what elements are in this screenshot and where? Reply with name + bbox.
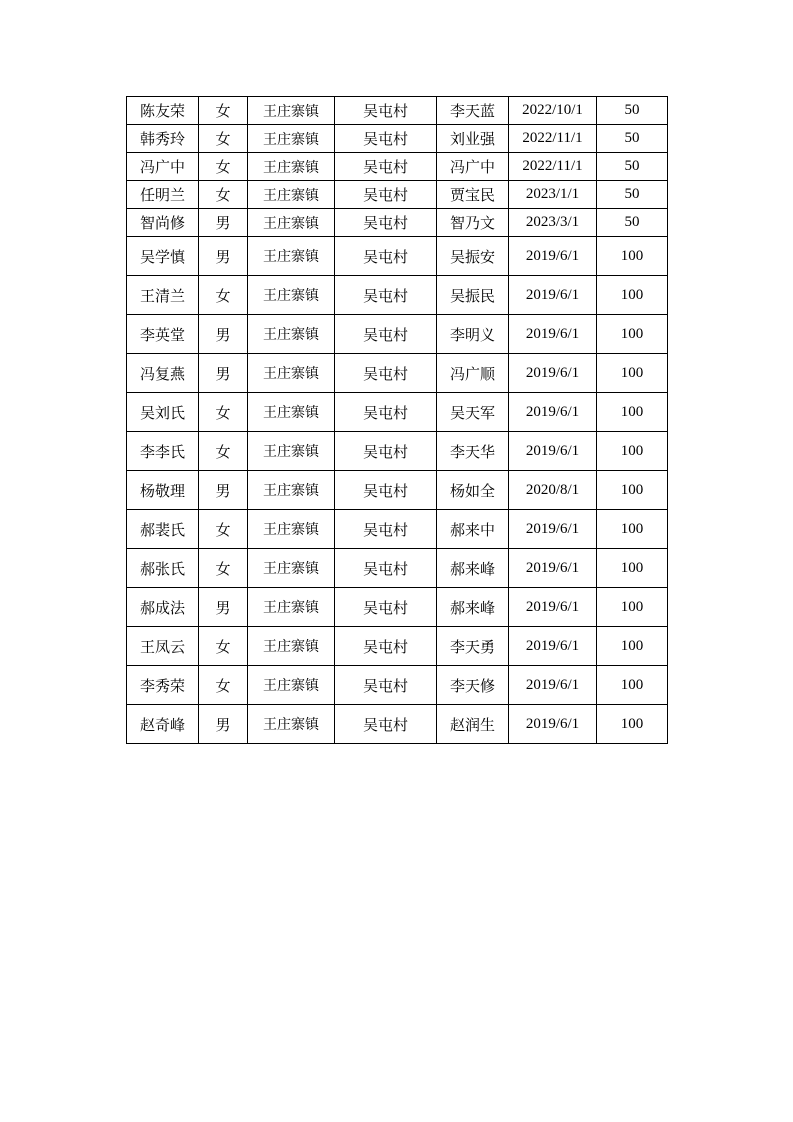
village-cell: 吴屯村 (335, 276, 437, 315)
amount-cell: 100 (597, 549, 668, 588)
table-row (127, 209, 668, 237)
village-cell: 吴屯村 (335, 393, 437, 432)
gender-cell: 男 (199, 354, 248, 393)
table-row (127, 549, 668, 588)
town-cell: 王庄寨镇 (248, 627, 335, 666)
name-cell: 吴刘氏 (127, 393, 199, 432)
amount-cell: 100 (597, 627, 668, 666)
town-cell: 王庄寨镇 (248, 549, 335, 588)
name-cell: 智尚修 (127, 209, 199, 237)
table-row (127, 666, 668, 705)
date-cell: 2019/6/1 (509, 705, 597, 744)
table-row (127, 705, 668, 744)
town-cell: 王庄寨镇 (248, 209, 335, 237)
date-cell: 2022/10/1 (509, 97, 597, 125)
amount-cell: 100 (597, 354, 668, 393)
town-cell: 王庄寨镇 (248, 181, 335, 209)
amount-cell: 100 (597, 393, 668, 432)
date-cell: 2019/6/1 (509, 393, 597, 432)
village-cell: 吴屯村 (335, 354, 437, 393)
village-cell: 吴屯村 (335, 153, 437, 181)
gender-cell: 男 (199, 588, 248, 627)
contact-cell: 冯广顺 (437, 354, 509, 393)
contact-cell: 杨如全 (437, 471, 509, 510)
date-cell: 2023/3/1 (509, 209, 597, 237)
gender-cell: 男 (199, 315, 248, 354)
amount-cell: 100 (597, 315, 668, 354)
name-cell: 冯广中 (127, 153, 199, 181)
village-cell: 吴屯村 (335, 125, 437, 153)
gender-cell: 女 (199, 97, 248, 125)
name-cell: 杨敬理 (127, 471, 199, 510)
date-cell: 2019/6/1 (509, 276, 597, 315)
contact-cell: 李天修 (437, 666, 509, 705)
contact-cell: 吴振民 (437, 276, 509, 315)
date-cell: 2019/6/1 (509, 432, 597, 471)
date-cell: 2019/6/1 (509, 549, 597, 588)
name-cell: 李英堂 (127, 315, 199, 354)
village-cell: 吴屯村 (335, 588, 437, 627)
date-cell: 2019/6/1 (509, 315, 597, 354)
gender-cell: 女 (199, 666, 248, 705)
contact-cell: 郝来峰 (437, 588, 509, 627)
village-cell: 吴屯村 (335, 510, 437, 549)
contact-cell: 郝来中 (437, 510, 509, 549)
amount-cell: 50 (597, 97, 668, 125)
town-cell: 王庄寨镇 (248, 153, 335, 181)
village-cell: 吴屯村 (335, 705, 437, 744)
table-row (127, 471, 668, 510)
name-cell: 韩秀玲 (127, 125, 199, 153)
amount-cell: 100 (597, 705, 668, 744)
date-cell: 2019/6/1 (509, 510, 597, 549)
town-cell: 王庄寨镇 (248, 588, 335, 627)
table-row (127, 315, 668, 354)
contact-cell: 李明义 (437, 315, 509, 354)
amount-cell: 100 (597, 276, 668, 315)
amount-cell: 100 (597, 588, 668, 627)
town-cell: 王庄寨镇 (248, 315, 335, 354)
village-cell: 吴屯村 (335, 181, 437, 209)
gender-cell: 女 (199, 549, 248, 588)
gender-cell: 女 (199, 276, 248, 315)
table-row (127, 97, 668, 125)
amount-cell: 100 (597, 666, 668, 705)
contact-cell: 智乃文 (437, 209, 509, 237)
contact-cell: 李天蓝 (437, 97, 509, 125)
gender-cell: 女 (199, 627, 248, 666)
town-cell: 王庄寨镇 (248, 393, 335, 432)
town-cell: 王庄寨镇 (248, 510, 335, 549)
name-cell: 郝裴氏 (127, 510, 199, 549)
roster-body (127, 97, 668, 744)
village-cell: 吴屯村 (335, 432, 437, 471)
name-cell: 王清兰 (127, 276, 199, 315)
date-cell: 2019/6/1 (509, 354, 597, 393)
name-cell: 吴学慎 (127, 237, 199, 276)
town-cell: 王庄寨镇 (248, 125, 335, 153)
name-cell: 李李氏 (127, 432, 199, 471)
gender-cell: 男 (199, 705, 248, 744)
village-cell: 吴屯村 (335, 97, 437, 125)
village-cell: 吴屯村 (335, 549, 437, 588)
table-row (127, 153, 668, 181)
gender-cell: 男 (199, 471, 248, 510)
village-cell: 吴屯村 (335, 209, 437, 237)
amount-cell: 50 (597, 181, 668, 209)
amount-cell: 50 (597, 209, 668, 237)
village-cell: 吴屯村 (335, 471, 437, 510)
amount-cell: 50 (597, 153, 668, 181)
amount-cell: 100 (597, 471, 668, 510)
town-cell: 王庄寨镇 (248, 354, 335, 393)
table-row (127, 627, 668, 666)
contact-cell: 贾宝民 (437, 181, 509, 209)
gender-cell: 女 (199, 393, 248, 432)
town-cell: 王庄寨镇 (248, 666, 335, 705)
gender-cell: 女 (199, 181, 248, 209)
date-cell: 2019/6/1 (509, 237, 597, 276)
name-cell: 王凤云 (127, 627, 199, 666)
table-row (127, 125, 668, 153)
roster-table (126, 96, 668, 744)
name-cell: 李秀荣 (127, 666, 199, 705)
name-cell: 赵奇峰 (127, 705, 199, 744)
town-cell: 王庄寨镇 (248, 276, 335, 315)
date-cell: 2019/6/1 (509, 588, 597, 627)
contact-cell: 刘业强 (437, 125, 509, 153)
amount-cell: 100 (597, 432, 668, 471)
contact-cell: 吴天军 (437, 393, 509, 432)
village-cell: 吴屯村 (335, 666, 437, 705)
gender-cell: 女 (199, 510, 248, 549)
date-cell: 2022/11/1 (509, 153, 597, 181)
town-cell: 王庄寨镇 (248, 432, 335, 471)
amount-cell: 100 (597, 510, 668, 549)
contact-cell: 郝来峰 (437, 549, 509, 588)
contact-cell: 赵润生 (437, 705, 509, 744)
table-row (127, 276, 668, 315)
village-cell: 吴屯村 (335, 627, 437, 666)
town-cell: 王庄寨镇 (248, 471, 335, 510)
table-row (127, 510, 668, 549)
amount-cell: 50 (597, 125, 668, 153)
name-cell: 郝张氏 (127, 549, 199, 588)
contact-cell: 吴振安 (437, 237, 509, 276)
table-row (127, 588, 668, 627)
gender-cell: 女 (199, 432, 248, 471)
amount-cell: 100 (597, 237, 668, 276)
town-cell: 王庄寨镇 (248, 237, 335, 276)
contact-cell: 冯广中 (437, 153, 509, 181)
gender-cell: 女 (199, 125, 248, 153)
town-cell: 王庄寨镇 (248, 97, 335, 125)
date-cell: 2023/1/1 (509, 181, 597, 209)
contact-cell: 李天华 (437, 432, 509, 471)
town-cell: 王庄寨镇 (248, 705, 335, 744)
table-row (127, 354, 668, 393)
name-cell: 陈友荣 (127, 97, 199, 125)
village-cell: 吴屯村 (335, 315, 437, 354)
table-row (127, 181, 668, 209)
table-row (127, 432, 668, 471)
date-cell: 2022/11/1 (509, 125, 597, 153)
village-cell: 吴屯村 (335, 237, 437, 276)
gender-cell: 男 (199, 237, 248, 276)
name-cell: 冯复燕 (127, 354, 199, 393)
table-row (127, 393, 668, 432)
name-cell: 郝成法 (127, 588, 199, 627)
gender-cell: 女 (199, 153, 248, 181)
contact-cell: 李天勇 (437, 627, 509, 666)
date-cell: 2020/8/1 (509, 471, 597, 510)
table-row (127, 237, 668, 276)
date-cell: 2019/6/1 (509, 627, 597, 666)
date-cell: 2019/6/1 (509, 666, 597, 705)
gender-cell: 男 (199, 209, 248, 237)
name-cell: 任明兰 (127, 181, 199, 209)
